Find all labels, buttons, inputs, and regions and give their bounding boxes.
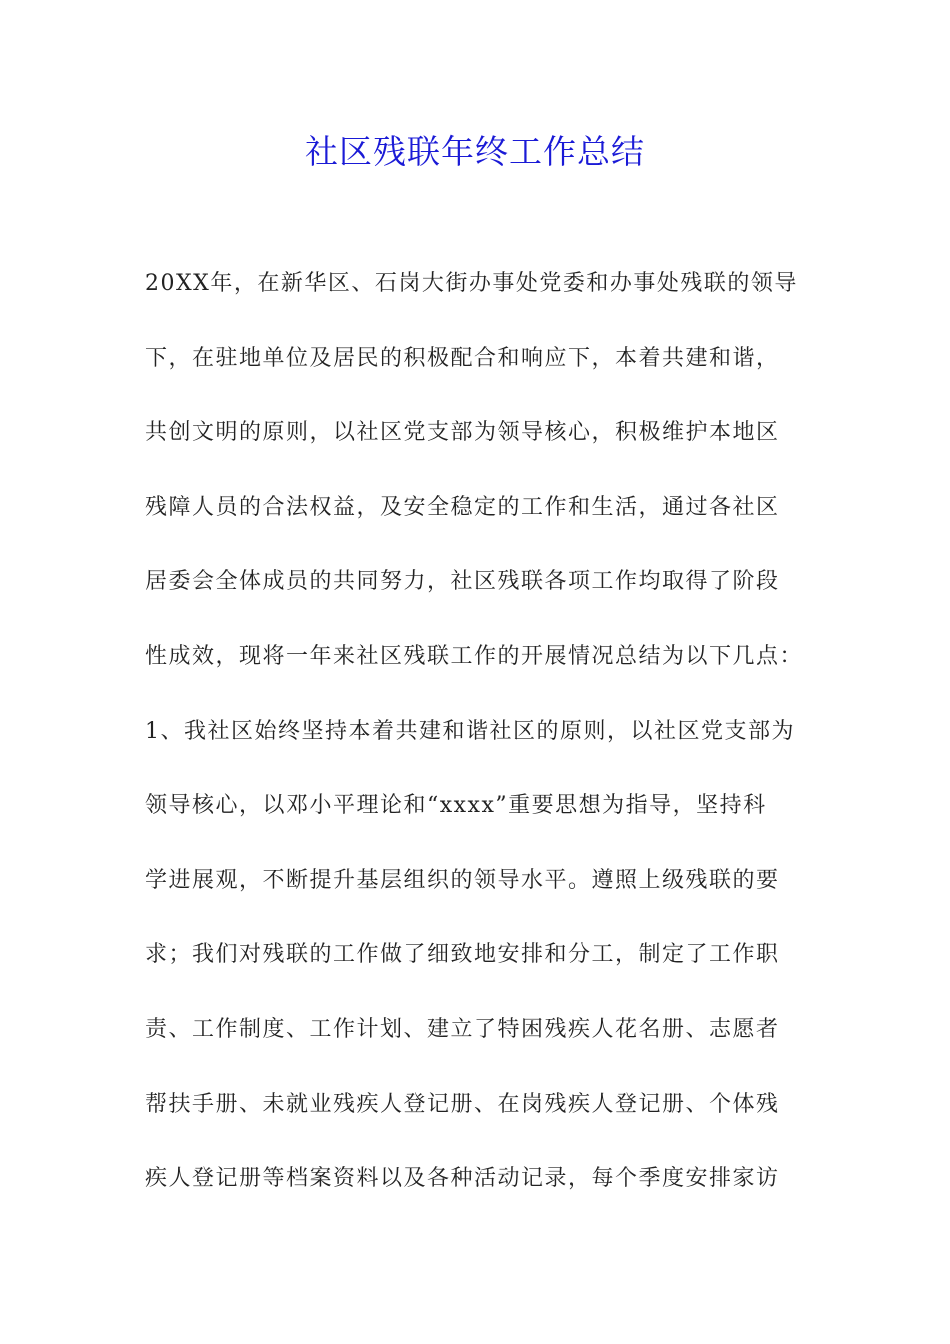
document-body [145,262,810,1232]
body-line: 求；我们对残联的工作做了细致地安排和分工，制定了工作职 [145,942,780,968]
body-line: 责、工作制度、工作计划、建立了特困残疾人花名册、志愿者 [145,1016,780,1042]
body-line: 疾人登记册等档案资料以及各种活动记录，每个季度安排家访 [145,1166,780,1192]
body-line: 领导核心，以邓小平理论和“xxxx”重要思想为指导，坚持科 [145,793,767,819]
document-title: 社区残联年终工作总结 [305,132,645,171]
body-line: 20XX年，在新华区、石岗大街办事处党委和办事处残联的领导 [145,271,798,296]
body-line: 学进展观，不断提升基层组织的领导水平。遵照上级残联的要 [145,867,780,893]
body-line: 共创文明的原则，以社区党支部为领导核心，积极维护本地区 [145,420,780,446]
body-line: 性成效，现将一年来社区残联工作的开展情况总结为以下几点： [145,643,804,669]
body-line: 下，在驻地单位及居民的积极配合和响应下，本着共建和谐， [145,345,780,371]
body-line: 居委会全体成员的共同努力，社区残联各项工作均取得了阶段 [145,569,780,595]
body-line: 1、我社区始终坚持本着共建和谐社区的原则，以社区党支部为 [145,718,795,744]
body-line: 帮扶手册、未就业残疾人登记册、在岗残疾人登记册、个体残 [145,1091,780,1117]
body-line: 残障人员的合法权益，及安全稳定的工作和生活，通过各社区 [145,494,780,520]
